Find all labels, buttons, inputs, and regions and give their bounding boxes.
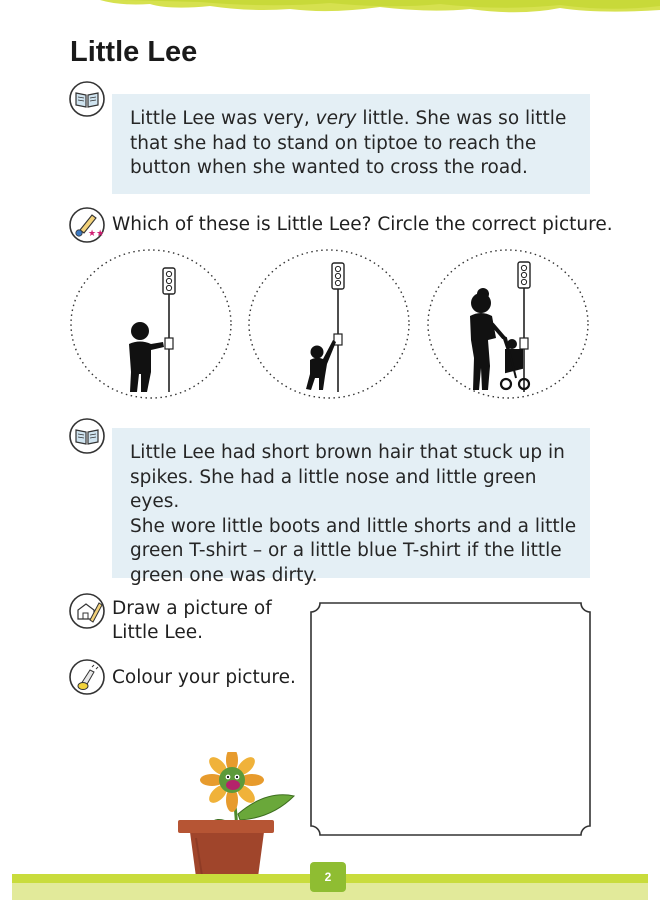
- passage-2-line: green one was dirty.: [130, 564, 318, 586]
- picture-choice-1[interactable]: [69, 248, 233, 400]
- passage-2-line: Little Lee had short brown hair that stuck up in: [130, 442, 565, 463]
- flower-pot-mascot: [176, 752, 296, 894]
- reading-book-icon: [68, 80, 106, 118]
- question-text: Which of these is Little Lee? Circle the correct picture.: [112, 214, 613, 235]
- passage-1-line: that she had to stand on tiptoe to reach the: [130, 132, 537, 154]
- drawing-area[interactable]: [308, 600, 593, 838]
- draw-task-line: Draw a picture of: [112, 598, 272, 619]
- drawing-pencil-icon: [68, 592, 106, 630]
- svg-text:★★: ★★: [88, 229, 105, 239]
- passage-2-line: green T-shirt – or a little blue T-shirt if the little: [130, 540, 562, 561]
- passage-1-line: Little Lee was very, very little. She was so little: [130, 108, 567, 129]
- paint-brush-icon: [68, 658, 106, 696]
- draw-task-text: [112, 597, 272, 645]
- reading-passage-1: [112, 94, 590, 194]
- picture-choice-3[interactable]: [426, 248, 590, 400]
- colour-task-text: Colour your picture.: [112, 667, 296, 688]
- passage-1-line: button when she wanted to cross the road.: [130, 157, 528, 178]
- reading-passage-2: [112, 428, 590, 586]
- top-decorative-band: [0, 0, 660, 26]
- passage-2-line: She wore little boots and little shorts and a little: [130, 515, 577, 537]
- picture-choice-2[interactable]: [247, 248, 411, 400]
- page-title: Little Lee: [70, 36, 198, 68]
- pencil-stars-icon: [68, 206, 106, 244]
- reading-book-icon: [68, 417, 106, 455]
- page-number: 2: [310, 862, 346, 892]
- passage-2-line: spikes. She had a little nose and little green eyes.: [130, 466, 537, 512]
- draw-task-line: Little Lee.: [112, 622, 203, 643]
